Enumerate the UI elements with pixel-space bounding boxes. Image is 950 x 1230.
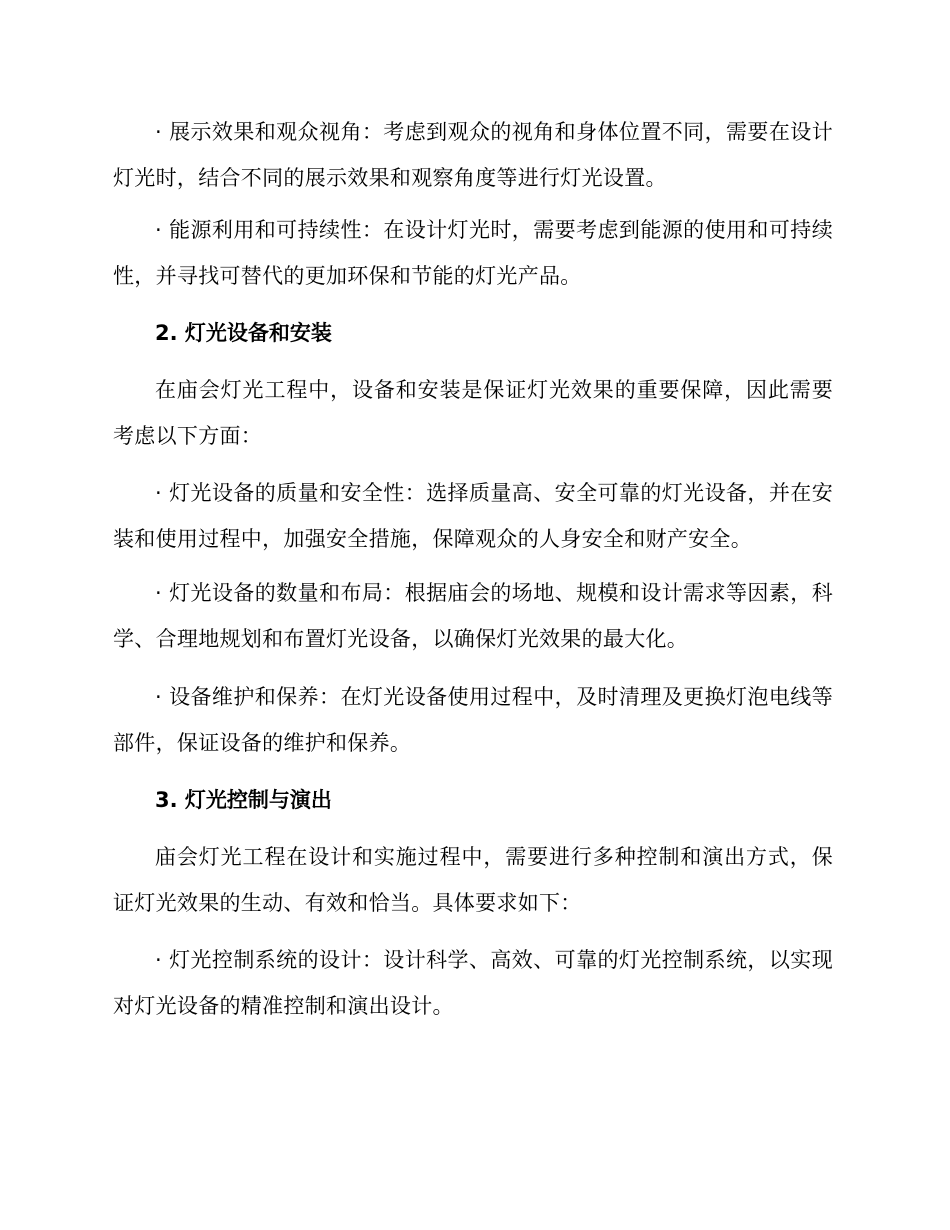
bullet-equipment-quality: · 灯光设备的质量和安全性：选择质量高、安全可靠的灯光设备，并在安装和使用过程中，加强安全措施，保障观众的人身安全和财产安全。 [113, 481, 833, 551]
bullet-control-system: · 灯光控制系统的设计：设计科学、高效、可靠的灯光控制系统，以实现对灯光设备的精准控制和演出设计。 [113, 948, 833, 1018]
section-heading-control: 3. 灯光控制与演出 [155, 788, 332, 812]
section-heading-equipment: 2. 灯光设备和安装 [155, 321, 332, 345]
bullet-energy-sustainability: · 能源利用和可持续性：在设计灯光时，需要考虑到能源的使用和可持续性，并寻找可替代的更加环保和节能的灯光产品。 [113, 218, 833, 288]
paragraph-control-intro: 庙会灯光工程在设计和实施过程中，需要进行多种控制和演出方式，保证灯光效果的生动、有效和恰当。具体要求如下： [113, 845, 833, 915]
bullet-equipment-layout: · 灯光设备的数量和布局：根据庙会的场地、规模和设计需求等因素，科学、合理地规划和布置灯光设备，以确保灯光效果的最大化。 [113, 581, 833, 651]
bullet-display-effect: · 展示效果和观众视角：考虑到观众的视角和身体位置不同，需要在设计灯光时，结合不同的展示效果和观察角度等进行灯光设置。 [113, 120, 833, 190]
bullet-maintenance: · 设备维护和保养：在灯光设备使用过程中，及时清理及更换灯泡电线等部件，保证设备的维护和保养。 [113, 685, 833, 755]
paragraph-equipment-intro: 在庙会灯光工程中，设备和安装是保证灯光效果的重要保障，因此需要考虑以下方面： [113, 378, 833, 448]
